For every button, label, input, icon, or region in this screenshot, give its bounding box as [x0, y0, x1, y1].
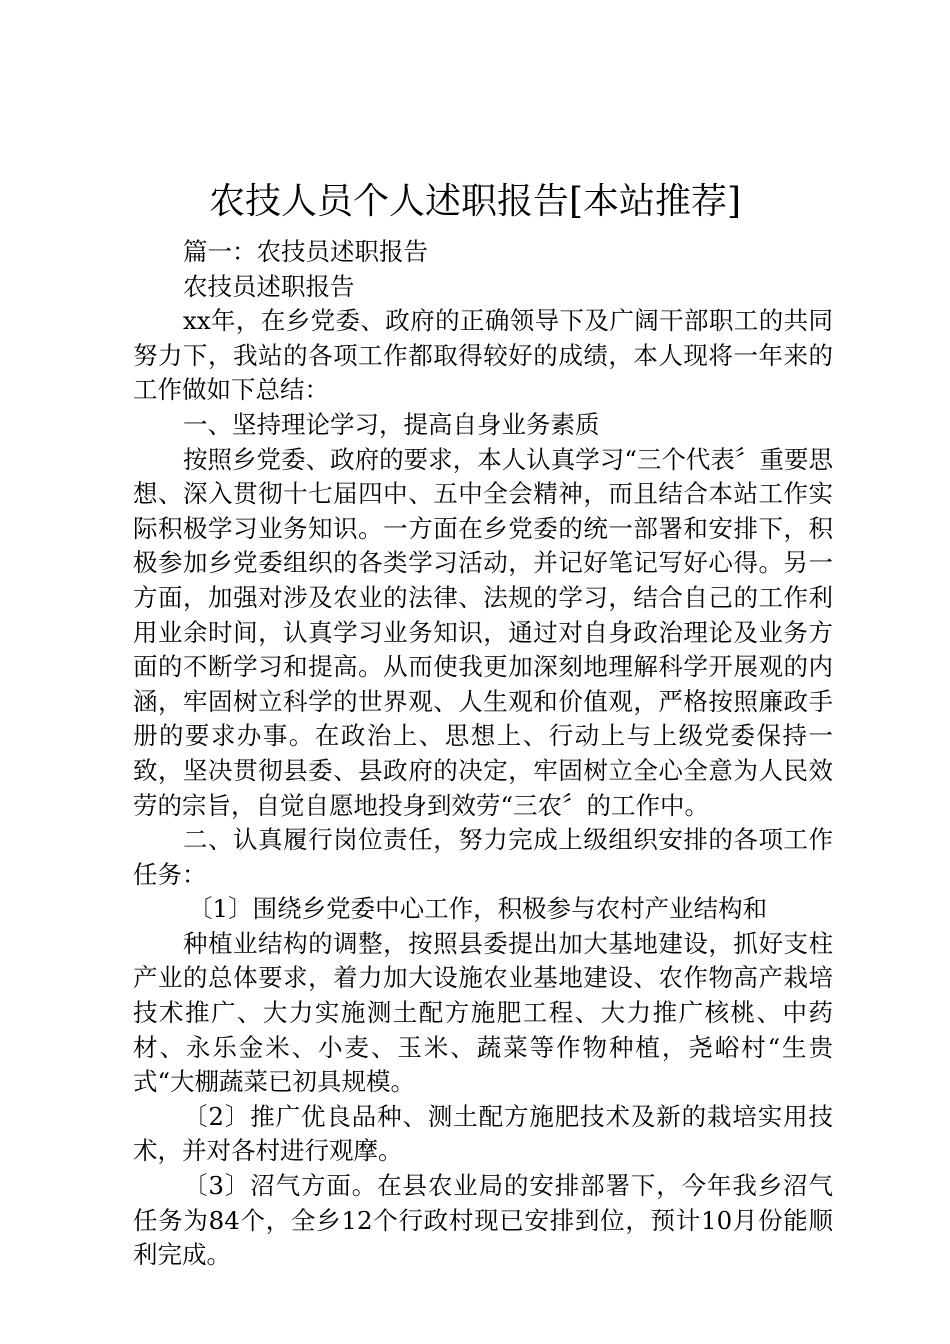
list-item: 〔2〕推广优良品种、测土配方施肥技术及新的栽培实用技术，并对各村进行观摩。: [133, 1101, 833, 1166]
paragraph-heading: 一、坚持理论学习，提高自身业务素质: [183, 409, 600, 439]
report-subtitle: 农技员述职报告: [183, 271, 355, 301]
paragraph: 按照乡党委、政府的要求，本人认真学习“三个代表〞重要思想、深入贯彻十七届四中、五中全会精神，而且结合本站工作实际积极学习业务知识。一方面在乡党委的统一部署和安排下，积极参加乡党委组织的各类学习活动，并记好笔记写好心得。另一方面，加强对涉及农业的法律、法规的学习，结合自己的工作利用业余时间，认真学习业务知识，通过对自身政治理论及业务方面的不断学习和提高。从而使我更加深刻地理解科学开展观的内涵，牢固树立科学的世界观、人生观和价值观，严格按照廉政手册的要求办事。在政治上、思想上、行动上与上级党委保持一致，坚决贯彻县委、县政府的决定，牢固树立全心全意为人民效劳的宗旨，自觉自愿地投身到效劳“三农〞的工作中。: [133, 444, 833, 820]
document-body: [133, 235, 833, 1273]
list-item: 〔3〕沼气方面。在县农业局的安排部署下，今年我乡沼气任务为84个，全乡12个行政村现已安排到位，预计10月份能顺利完成。: [133, 1171, 833, 1270]
paragraph-heading: 二、认真履行岗位责任，努力完成上级组织安排的各项工作任务：: [133, 825, 833, 889]
document-title: 农技人员个人述职报告[本站推荐]: [208, 181, 742, 222]
section-heading: 篇一：农技员述职报告: [183, 237, 428, 266]
paragraph: 种植业结构的调整，按照县委提出加大基地建设，抓好支柱产业的总体要求，着力加大设施农业基地建设、农作物高产栽培技术推广、大力实施测土配方施肥工程、大力推广核桃、中药材、永乐金米、小麦、玉米、蔬菜等作物种植，尧峪村“生贵式“大棚蔬菜已初具规模。: [133, 928, 833, 1097]
list-item: 〔1〕围绕乡党委中心工作，积极参与农村产业结构和: [188, 894, 768, 924]
paragraph: xx年，在乡党委、政府的正确领导下及广阔干部职工的共同努力下，我站的各项工作都取得较好的成绩，本人现将一年来的工作做如下总结：: [133, 306, 833, 405]
